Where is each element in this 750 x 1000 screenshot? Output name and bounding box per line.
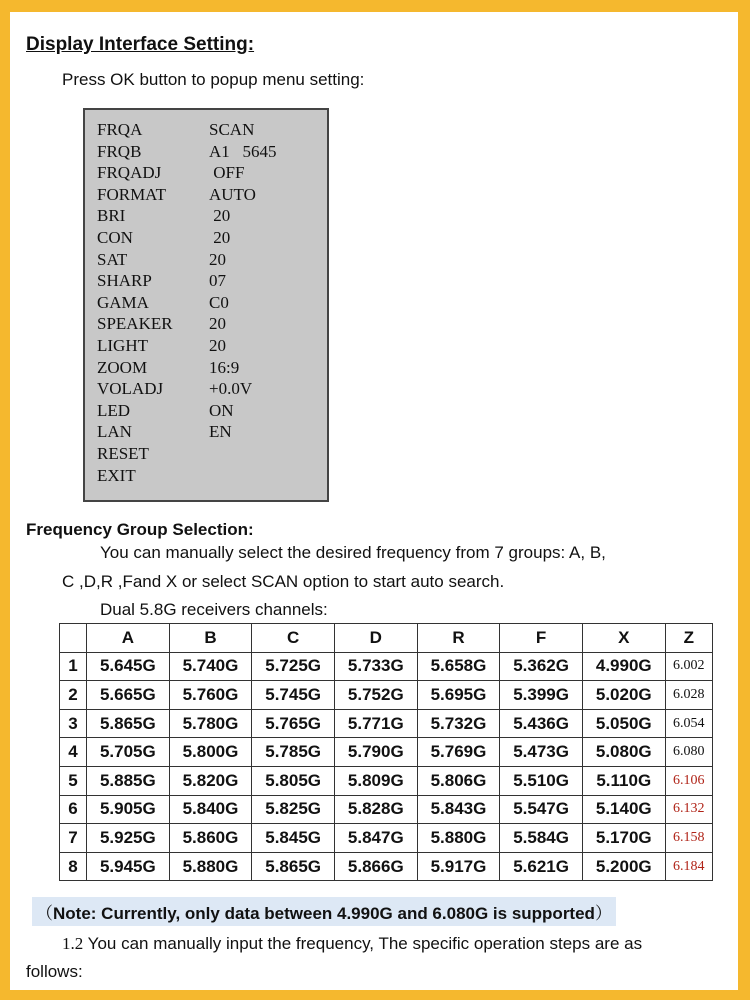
frequency-cell: 5.658G bbox=[417, 652, 500, 681]
osd-menu-label: FRQA bbox=[97, 120, 143, 139]
frequency-cell: 5.050G bbox=[582, 709, 665, 738]
osd-menu-value: AUTO bbox=[209, 184, 256, 204]
frequency-cell: 6.080 bbox=[665, 738, 712, 767]
frequency-table bbox=[59, 623, 713, 881]
osd-menu-value: 20 bbox=[209, 249, 226, 269]
osd-menu-value: 16:9 bbox=[209, 357, 240, 377]
frequency-cell: 5.020G bbox=[582, 681, 665, 710]
column-header: A bbox=[87, 624, 170, 653]
frequency-cell: 5.840G bbox=[169, 795, 252, 824]
frequency-cell: 5.436G bbox=[500, 709, 583, 738]
frequency-cell: 5.621G bbox=[500, 852, 583, 881]
frequency-cell: 4.990G bbox=[582, 652, 665, 681]
osd-menu-value: +0.0V bbox=[209, 379, 253, 399]
osd-menu-value: C0 bbox=[209, 292, 229, 312]
frequency-cell: 5.733G bbox=[334, 652, 417, 681]
frequency-cell: 5.806G bbox=[417, 766, 500, 795]
frequency-cell: 6.132 bbox=[665, 795, 712, 824]
osd-menu-label: LIGHT bbox=[97, 336, 148, 355]
step-number: 1.2 bbox=[62, 934, 84, 953]
frequency-cell: 5.080G bbox=[582, 738, 665, 767]
frequency-cell: 5.771G bbox=[334, 709, 417, 738]
frequency-cell: 5.785G bbox=[252, 738, 335, 767]
osd-menu-label: RESET bbox=[97, 444, 149, 463]
osd-menu-label: SHARP bbox=[97, 271, 152, 291]
frequency-cell: 5.820G bbox=[169, 766, 252, 795]
table-row bbox=[60, 738, 713, 767]
frequency-cell: 5.917G bbox=[417, 852, 500, 881]
frequency-cell: 5.110G bbox=[582, 766, 665, 795]
note-callout bbox=[32, 897, 616, 926]
osd-menu-value: 07 bbox=[209, 271, 226, 291]
frequency-cell: 5.800G bbox=[169, 738, 252, 767]
frequency-cell: 6.184 bbox=[665, 852, 712, 881]
column-header: F bbox=[500, 624, 583, 653]
osd-menu-value: 20 bbox=[209, 206, 231, 226]
row-number: 7 bbox=[60, 824, 87, 853]
frequency-cell: 5.362G bbox=[500, 652, 583, 681]
frequency-cell: 5.809G bbox=[334, 766, 417, 795]
table-row bbox=[60, 852, 713, 881]
frequency-cell: 5.865G bbox=[87, 709, 170, 738]
row-number: 8 bbox=[60, 852, 87, 881]
osd-menu-value: A1 5645 bbox=[209, 141, 277, 161]
row-number: 4 bbox=[60, 738, 87, 767]
frequency-cell: 5.905G bbox=[87, 795, 170, 824]
frequency-text-line-1: You can manually select the desired frequency from 7 groups: A, B, bbox=[100, 543, 606, 562]
row-number: 1 bbox=[60, 652, 87, 681]
frequency-cell: 5.547G bbox=[500, 795, 583, 824]
frequency-cell: 5.584G bbox=[500, 824, 583, 853]
frequency-cell: 5.805G bbox=[252, 766, 335, 795]
osd-menu-value: EN bbox=[209, 422, 232, 442]
table-corner-cell bbox=[60, 624, 87, 653]
table-header-row bbox=[60, 624, 713, 653]
frequency-cell: 5.866G bbox=[334, 852, 417, 881]
osd-menu-label: GAMA bbox=[97, 292, 149, 312]
osd-menu-label: EXIT bbox=[97, 465, 136, 485]
frequency-cell: 5.880G bbox=[169, 852, 252, 881]
frequency-cell: 6.002 bbox=[665, 652, 712, 681]
document-page bbox=[10, 12, 738, 990]
osd-menu-label: VOLADJ bbox=[97, 379, 164, 399]
row-number: 3 bbox=[60, 709, 87, 738]
row-number: 2 bbox=[60, 681, 87, 710]
table-row bbox=[60, 795, 713, 824]
osd-menu-value: ON bbox=[209, 400, 234, 420]
frequency-cell: 5.825G bbox=[252, 795, 335, 824]
osd-menu-label: FRQB bbox=[97, 141, 142, 161]
frequency-cell: 5.399G bbox=[500, 681, 583, 710]
frequency-cell: 5.765G bbox=[252, 709, 335, 738]
frequency-cell: 5.925G bbox=[87, 824, 170, 853]
osd-menu-label: FRQADJ bbox=[97, 163, 162, 183]
frequency-cell: 5.732G bbox=[417, 709, 500, 738]
table-row bbox=[60, 681, 713, 710]
osd-menu-label: LED bbox=[97, 400, 131, 420]
osd-menu-label: FORMAT bbox=[97, 184, 166, 204]
frequency-cell: 5.843G bbox=[417, 795, 500, 824]
frequency-cell: 5.769G bbox=[417, 738, 500, 767]
osd-menu-value: 20 bbox=[209, 336, 226, 355]
column-header: C bbox=[252, 624, 335, 653]
frequency-cell: 5.695G bbox=[417, 681, 500, 710]
frequency-cell: 5.740G bbox=[169, 652, 252, 681]
table-row bbox=[60, 766, 713, 795]
osd-menu-label: LAN bbox=[97, 422, 132, 442]
osd-menu-label: SPEAKER bbox=[97, 314, 173, 334]
column-header: X bbox=[582, 624, 665, 653]
osd-menu-panel bbox=[83, 108, 329, 502]
column-header: D bbox=[334, 624, 417, 653]
frequency-cell: 5.645G bbox=[87, 652, 170, 681]
frequency-cell: 5.945G bbox=[87, 852, 170, 881]
frequency-cell: 5.705G bbox=[87, 738, 170, 767]
frequency-cell: 5.200G bbox=[582, 852, 665, 881]
osd-menu-value: 20 bbox=[209, 228, 231, 247]
frequency-cell: 5.860G bbox=[169, 824, 252, 853]
frequency-cell: 5.847G bbox=[334, 824, 417, 853]
frequency-cell: 6.028 bbox=[665, 681, 712, 710]
step-body: You can manually input the frequency, The specific operation steps are as bbox=[83, 934, 643, 953]
frequency-cell: 5.725G bbox=[252, 652, 335, 681]
frequency-cell: 5.510G bbox=[500, 766, 583, 795]
frequency-cell: 5.665G bbox=[87, 681, 170, 710]
column-header: B bbox=[169, 624, 252, 653]
note-open: （ bbox=[36, 904, 53, 923]
intro-text: Press OK button to popup menu setting: bbox=[62, 70, 365, 89]
frequency-heading: Frequency Group Selection: bbox=[26, 520, 254, 539]
osd-menu-label: SAT bbox=[97, 249, 128, 269]
frequency-text-line-3: Dual 5.8G receivers channels: bbox=[100, 600, 328, 619]
frequency-cell: 6.158 bbox=[665, 824, 712, 853]
row-number: 5 bbox=[60, 766, 87, 795]
osd-menu-value: SCAN bbox=[209, 120, 255, 139]
frequency-cell: 5.865G bbox=[252, 852, 335, 881]
column-header: Z bbox=[665, 624, 712, 653]
frequency-cell: 6.054 bbox=[665, 709, 712, 738]
osd-menu-label: CON bbox=[97, 228, 133, 247]
frequency-cell: 5.170G bbox=[582, 824, 665, 853]
step-continuation: follows: bbox=[26, 962, 83, 981]
osd-menu-label: ZOOM bbox=[97, 357, 148, 377]
note-close: ） bbox=[594, 904, 612, 923]
table-row bbox=[60, 652, 713, 681]
osd-menu-value: OFF bbox=[209, 163, 245, 183]
step-text bbox=[62, 934, 642, 954]
table-row bbox=[60, 824, 713, 853]
frequency-cell: 5.473G bbox=[500, 738, 583, 767]
frequency-cell: 5.140G bbox=[582, 795, 665, 824]
column-header: R bbox=[417, 624, 500, 653]
frequency-cell: 5.828G bbox=[334, 795, 417, 824]
frequency-cell: 5.780G bbox=[169, 709, 252, 738]
frequency-cell: 5.885G bbox=[87, 766, 170, 795]
osd-menu-value: 20 bbox=[209, 314, 226, 334]
frequency-cell: 5.880G bbox=[417, 824, 500, 853]
row-number: 6 bbox=[60, 795, 87, 824]
frequency-cell: 5.752G bbox=[334, 681, 417, 710]
page-heading: Display Interface Setting: bbox=[26, 34, 255, 55]
osd-menu-label: BRI bbox=[97, 206, 126, 226]
table-row bbox=[60, 709, 713, 738]
frequency-cell: 5.745G bbox=[252, 681, 335, 710]
note-text: Note: Currently, only data between 4.990G and 6.080G is supported bbox=[53, 904, 595, 923]
frequency-cell: 6.106 bbox=[665, 766, 712, 795]
frequency-cell: 5.845G bbox=[252, 824, 335, 853]
frequency-cell: 5.760G bbox=[169, 681, 252, 710]
frequency-cell: 5.790G bbox=[334, 738, 417, 767]
frequency-text-line-2: C ,D,R ,Fand X or select SCAN option to start auto search. bbox=[62, 572, 505, 591]
